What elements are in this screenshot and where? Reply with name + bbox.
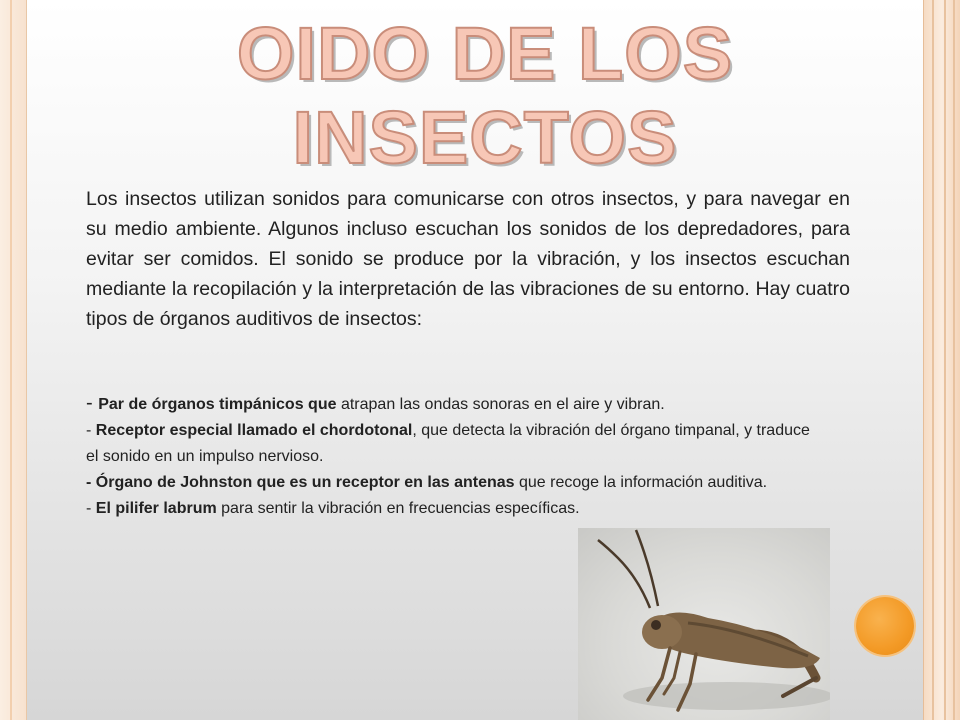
organ-description: para sentir la vibración en frecuencias específicas. [216,500,580,517]
organ-description: que recoge la información auditiva. [514,474,768,491]
list-item [86,418,816,470]
decorative-orange-circle [856,597,914,655]
list-dash: - [86,422,96,439]
grasshopper-photo [578,528,830,720]
organ-description: , que detecta la vibración del órgano timpanal, y traduce el sonido en un impulso nervioso. [86,422,810,465]
organ-name: Receptor especial llamado el chordotonal [95,422,413,439]
list-dash: - [86,500,96,517]
frame-line [932,0,934,720]
list-item [86,470,816,496]
list-dash: - [86,392,99,414]
list-item [86,390,816,418]
slide-title: OIDO DE LOS INSECTOS [236,12,734,179]
intro-paragraph: Los insectos utilizan sonidos para comunicarse con otros insectos, y para navegar en su medio ambiente. Algunos incluso escuchan los sonidos de los depredadores, para evitar ser comidos. El sonido se produce por la vibración, y los insectos escuchan mediante la recopilación y la interpretación de las vibraciones de su entorno. Hay cuatro tipos de órganos auditivos de insectos: [86,188,850,330]
right-frame-strip [923,0,960,720]
organ-name: Par de órganos timpánicos que [98,396,337,413]
frame-line [953,0,955,720]
organ-description: atrapan las ondas sonoras en el aire y vibran. [336,396,665,413]
organ-name: - Órgano de Johnston que es un receptor en las antenas [86,474,515,491]
left-frame-strip [0,0,27,720]
organ-name: El pilifer labrum [95,500,217,517]
grasshopper-illustration [578,528,830,720]
auditory-organs-list [86,390,816,522]
frame-line [944,0,946,720]
list-item [86,496,816,522]
